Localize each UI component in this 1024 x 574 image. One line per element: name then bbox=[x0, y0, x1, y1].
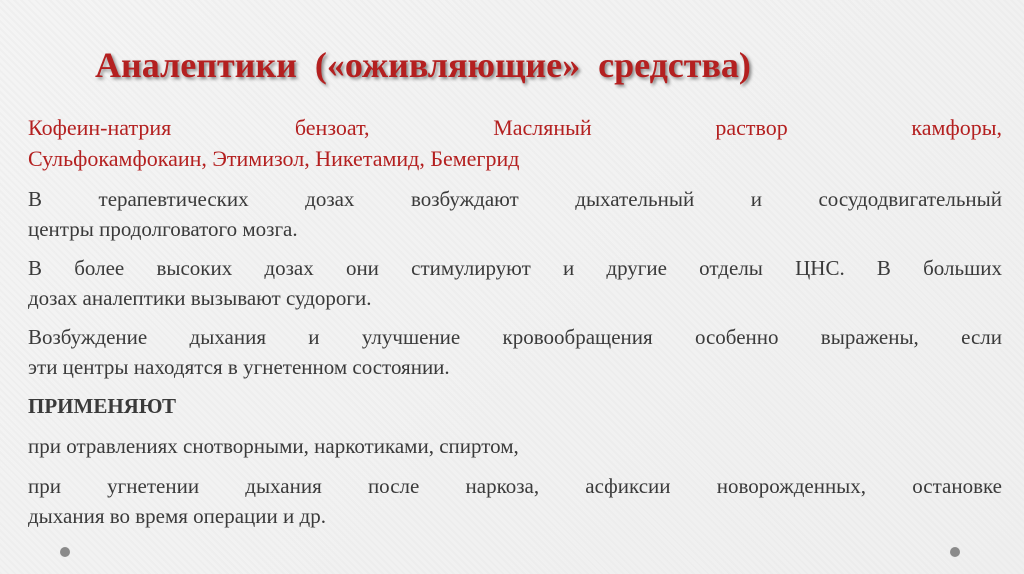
usage-item: при отравлениях снотворными, наркотиками, спиртом, bbox=[28, 434, 519, 458]
drug-list bbox=[28, 112, 1002, 174]
paragraph-line: дыхания во время операции и др. bbox=[28, 504, 326, 528]
paragraph-line: эти центры находятся в угнетенном состоянии. bbox=[28, 355, 450, 379]
paragraph-line: В терапевтических дозах возбуждают дыхательный и сосудодвигательный bbox=[28, 187, 1002, 211]
paragraph-line: В более высоких дозах они стимулируют и другие отделы ЦНС. В больших bbox=[28, 256, 1002, 280]
section-heading-usage: ПРИМЕНЯЮТ bbox=[28, 394, 176, 418]
paragraph-line: центры продолговатого мозга. bbox=[28, 217, 298, 241]
drug-list-line-2: Сульфокамфокаин, Этимизол, Никетамид, Бемегрид bbox=[28, 146, 520, 171]
paragraph-therapeutic-doses bbox=[28, 184, 1002, 244]
slide-content bbox=[28, 112, 1002, 540]
decorative-dot-left bbox=[60, 547, 70, 557]
paragraph-higher-doses bbox=[28, 253, 1002, 313]
paragraph-excitation bbox=[28, 322, 1002, 382]
paragraph-line: Возбуждение дыхания и улучшение кровообращения особенно выражены, если bbox=[28, 325, 1002, 349]
paragraph-line: дозах аналептики вызывают судороги. bbox=[28, 286, 372, 310]
decorative-dot-right bbox=[950, 547, 960, 557]
paragraph-line: при угнетении дыхания после наркоза, асфиксии новорожденных, остановке bbox=[28, 474, 1002, 498]
drug-list-line-1: Кофеин-натрия бензоат, Масляный раствор камфоры, bbox=[28, 115, 1002, 140]
slide-title: Аналептики («оживляющие» средства) bbox=[95, 45, 751, 85]
usage-item bbox=[28, 471, 1002, 531]
